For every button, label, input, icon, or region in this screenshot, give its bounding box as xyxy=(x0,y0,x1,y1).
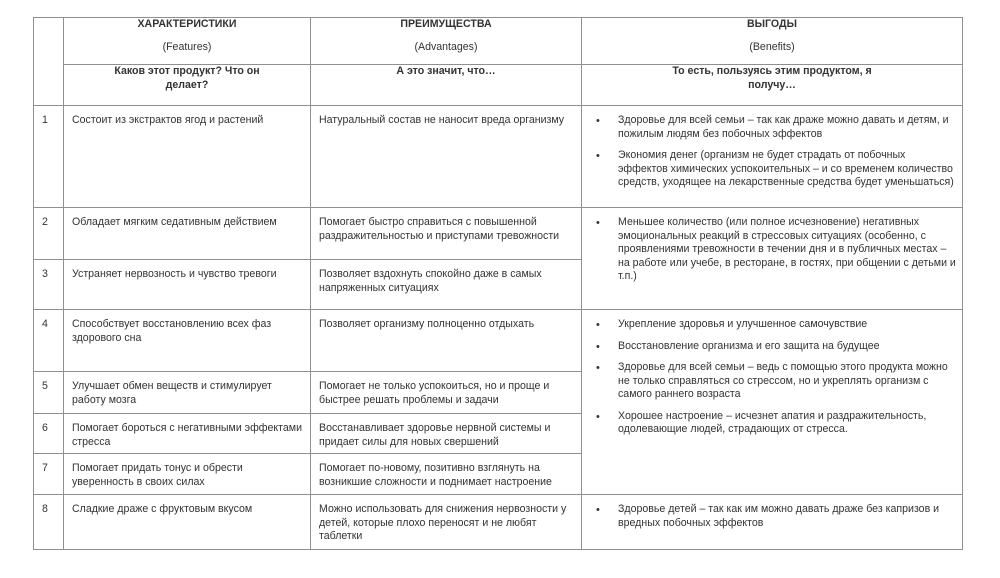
benefit-list xyxy=(592,503,956,530)
list-item: • Экономия денег (организм не будет страдать от побочных эффектов химических успокоительных – и со временем количество средств, уходящее на лекарственные средства будет уменьшаться) xyxy=(618,149,956,190)
feature-cell: Сладкие драже с фруктовым вкусом xyxy=(64,495,311,550)
advantage-cell: Помогает не только успокоиться, но и проще и быстрее решать проблемы и задачи xyxy=(311,372,582,414)
benefit-cell xyxy=(582,495,963,550)
list-item: • Восстановление организма и его защита на будущее xyxy=(618,340,956,354)
advantages-en: (Advantages) xyxy=(414,40,478,53)
table-row xyxy=(34,495,963,550)
benefit-list xyxy=(592,216,956,284)
features-header xyxy=(64,18,311,65)
benefits-en: (Benefits) xyxy=(749,40,795,53)
list-item: • Меньшее количество (или полное исчезновение) негативных эмоциональных реакций в стрессовых ситуациях (особенно, с проявлениями тревожности в течении дня и в публичных местах – на работе или учебе, в ресторане, в гостях, при общении с детьми и т.п.) xyxy=(618,216,956,284)
advantage-cell: Можно использовать для снижения нервозности у детей, которые плохо переносят и не любят таблетки xyxy=(311,495,582,550)
row-number: 6 xyxy=(34,414,64,454)
row-number: 3 xyxy=(34,260,64,310)
row-number: 2 xyxy=(34,208,64,260)
advantages-title: ПРЕИМУЩЕСТВА xyxy=(400,18,492,30)
header-blank-cell xyxy=(34,18,64,106)
row-number: 7 xyxy=(34,454,64,495)
features-question: Каков этот продукт? Что он делает? xyxy=(64,65,311,106)
header-row-titles xyxy=(34,18,963,65)
advantages-question: А это значит, что… xyxy=(311,65,582,106)
advantage-cell: Натуральный состав не наносит вреда организму xyxy=(311,106,582,208)
benefit-list xyxy=(592,114,956,190)
list-item: • Здоровье для всей семьи – так как драже можно давать и детям, и пожилым людям без побочных эффектов xyxy=(618,114,956,141)
benefits-title: ВЫГОДЫ xyxy=(747,18,797,30)
table-row xyxy=(34,310,963,372)
advantage-cell: Восстанавливает здоровье нервной системы и придает силы для новых свершений xyxy=(311,414,582,454)
table-row xyxy=(34,208,963,260)
features-en: (Features) xyxy=(162,40,212,53)
benefit-cell xyxy=(582,106,963,208)
advantage-cell: Помогает по-новому, позитивно взглянуть на возникшие сложности и поднимает настроение xyxy=(311,454,582,495)
row-number: 8 xyxy=(34,495,64,550)
list-item: • Здоровье детей – так как им можно давать драже без капризов и вредных побочных эффектов xyxy=(618,503,956,530)
feature-cell: Улучшает обмен веществ и стимулирует работу мозга xyxy=(64,372,311,414)
benefit-cell xyxy=(582,310,963,495)
feature-cell: Устраняет нервозность и чувство тревоги xyxy=(64,260,311,310)
advantage-cell: Позволяет вздохнуть спокойно даже в самых напряженных ситуациях xyxy=(311,260,582,310)
table-row xyxy=(34,106,963,208)
list-item: • Укрепление здоровья и улучшенное самочувствие xyxy=(618,318,956,332)
row-number: 5 xyxy=(34,372,64,414)
benefit-cell xyxy=(582,208,963,310)
feature-cell: Помогает придать тонус и обрести уверенность в своих силах xyxy=(64,454,311,495)
benefits-header xyxy=(582,18,963,65)
row-number: 1 xyxy=(34,106,64,208)
feature-cell: Способствует восстановлению всех фаз здорового сна xyxy=(64,310,311,372)
advantage-cell: Позволяет организму полноценно отдыхать xyxy=(311,310,582,372)
benefits-question: То есть, пользуясь этим продуктом, я получу… xyxy=(582,65,963,106)
header-row-questions xyxy=(34,65,963,106)
advantages-header xyxy=(311,18,582,65)
feature-cell: Состоит из экстрактов ягод и растений xyxy=(64,106,311,208)
benefit-list xyxy=(592,318,956,437)
feature-cell: Обладает мягким седативным действием xyxy=(64,208,311,260)
list-item: • Хорошее настроение – исчезнет апатия и раздражительность, одолевающие людей, страдающих от стресса. xyxy=(618,410,956,437)
list-item: • Здоровье для всей семьи – ведь с помощью этого продукта можно не только справляться со стрессом, но и укреплять организм с самого раннего возраста xyxy=(618,361,956,402)
fab-table xyxy=(33,17,963,550)
advantage-cell: Помогает быстро справиться с повышенной раздражительностью и приступами тревожности xyxy=(311,208,582,260)
features-title: ХАРАКТЕРИСТИКИ xyxy=(137,18,237,30)
feature-cell: Помогает бороться с негативными эффектами стресса xyxy=(64,414,311,454)
row-number: 4 xyxy=(34,310,64,372)
